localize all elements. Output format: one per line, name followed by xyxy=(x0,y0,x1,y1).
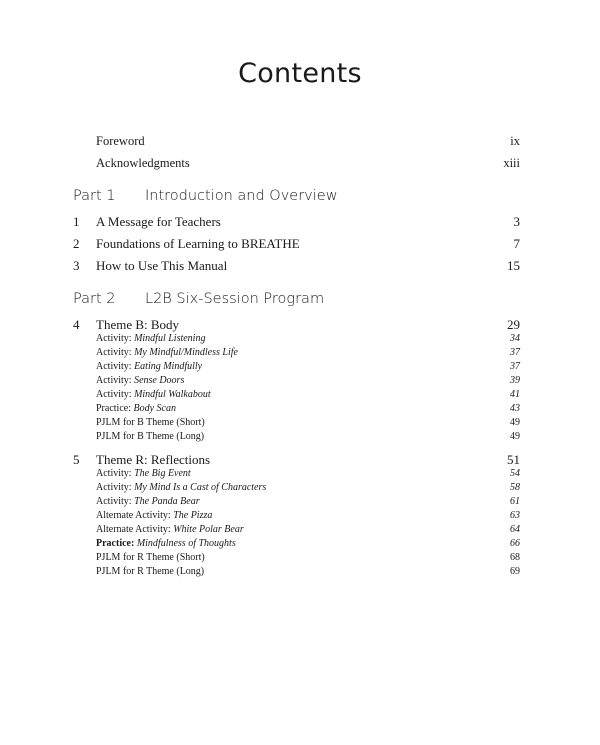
chapter-number: 1 xyxy=(73,214,80,229)
toc-page: 34 xyxy=(510,333,520,344)
page-title: Contents xyxy=(238,58,362,89)
toc-label: PJLM for B Theme (Long) xyxy=(96,431,205,442)
part-title: Introduction and Overview xyxy=(145,188,338,204)
entry-title: My Mind Is a Cast of Characters xyxy=(134,482,267,493)
toc-page: 49 xyxy=(510,431,520,442)
toc-entry-chapter-4[interactable] xyxy=(73,317,520,333)
entry-type: Activity: xyxy=(96,482,135,493)
entry-type: Activity: xyxy=(96,468,135,479)
entry-title: Eating Mindfully xyxy=(134,361,203,372)
toc-page: 61 xyxy=(510,496,520,507)
toc-label: PJLM for B Theme (Short) xyxy=(96,417,205,428)
entry-title: Mindfulness of Thoughts xyxy=(136,538,236,549)
toc-label: Foreword xyxy=(96,134,145,148)
entry-type: Activity: xyxy=(96,333,135,344)
chapter-number: 3 xyxy=(73,258,80,273)
toc-page: 68 xyxy=(510,552,520,563)
toc-page: ix xyxy=(510,134,520,148)
toc-page: 64 xyxy=(510,524,520,535)
entry-title: Mindful Walkabout xyxy=(134,389,211,400)
part-1-heading xyxy=(73,188,338,204)
toc-subentry[interactable] xyxy=(73,566,520,582)
chapter-number: 4 xyxy=(73,317,80,332)
toc-page: xiii xyxy=(503,156,520,170)
toc-label: PJLM for R Theme (Long) xyxy=(96,566,205,577)
toc-subentry[interactable] xyxy=(73,431,520,447)
entry-type: Activity: xyxy=(96,375,135,386)
toc-entry-foreword[interactable] xyxy=(73,134,520,150)
toc-page: 37 xyxy=(510,361,520,372)
entry-title: My Mindful/Mindless Life xyxy=(134,347,238,358)
entry-type: Alternate Activity: xyxy=(96,524,174,535)
toc-page: 15 xyxy=(507,258,520,273)
toc-page: 7 xyxy=(513,236,520,251)
entry-type: Activity: xyxy=(96,347,135,358)
toc-page: 66 xyxy=(510,538,520,549)
toc-label: PJLM for R Theme (Short) xyxy=(96,552,205,563)
toc-entry-chapter-3[interactable] xyxy=(73,258,520,274)
part-2-heading xyxy=(73,291,324,307)
toc-page: 3 xyxy=(513,214,520,229)
toc-entry-chapter-2[interactable] xyxy=(73,236,520,252)
entry-type: Practice: xyxy=(96,538,137,549)
part-number: Part 1 xyxy=(73,188,116,204)
toc-page: 63 xyxy=(510,510,520,521)
entry-type: Activity: xyxy=(96,389,135,400)
part-number: Part 2 xyxy=(73,291,116,307)
entry-type: Alternate Activity: xyxy=(96,510,174,521)
toc-label: Foundations of Learning to BREATHE xyxy=(96,236,300,251)
entry-title: Body Scan xyxy=(133,403,176,414)
toc-entry-acknowledgments[interactable] xyxy=(73,156,520,172)
toc-entry-chapter-5[interactable] xyxy=(73,452,520,468)
entry-type: Practice: xyxy=(96,403,134,414)
toc-page: 49 xyxy=(510,417,520,428)
entry-title: The Panda Bear xyxy=(134,496,200,507)
entry-type: Activity: xyxy=(96,361,135,372)
toc-page: 58 xyxy=(510,482,520,493)
toc-page: 51 xyxy=(507,452,520,467)
toc-page: 54 xyxy=(510,468,520,479)
toc-label: How to Use This Manual xyxy=(96,258,228,273)
toc-page: 69 xyxy=(510,566,520,577)
toc-page: 37 xyxy=(510,347,520,358)
toc-entry-chapter-1[interactable] xyxy=(73,214,520,230)
toc-page: 41 xyxy=(510,389,520,400)
toc-label: Acknowledgments xyxy=(96,156,190,170)
entry-title: The Pizza xyxy=(173,510,213,521)
entry-title: White Polar Bear xyxy=(173,524,244,535)
entry-type: Activity: xyxy=(96,496,135,507)
entry-title: Mindful Listening xyxy=(134,333,206,344)
chapter-number: 5 xyxy=(73,452,80,467)
chapter-number: 2 xyxy=(73,236,80,251)
toc-page: 29 xyxy=(507,317,520,332)
toc-page: 43 xyxy=(510,403,520,414)
part-title: L2B Six-Session Program xyxy=(145,291,325,307)
toc-label: A Message for Teachers xyxy=(96,214,221,229)
toc-page: 39 xyxy=(510,375,520,386)
toc-label: Theme B: Body xyxy=(96,317,180,332)
toc-label: Theme R: Reflections xyxy=(96,452,211,467)
entry-title: The Big Event xyxy=(134,468,191,479)
entry-title: Sense Doors xyxy=(134,375,185,386)
